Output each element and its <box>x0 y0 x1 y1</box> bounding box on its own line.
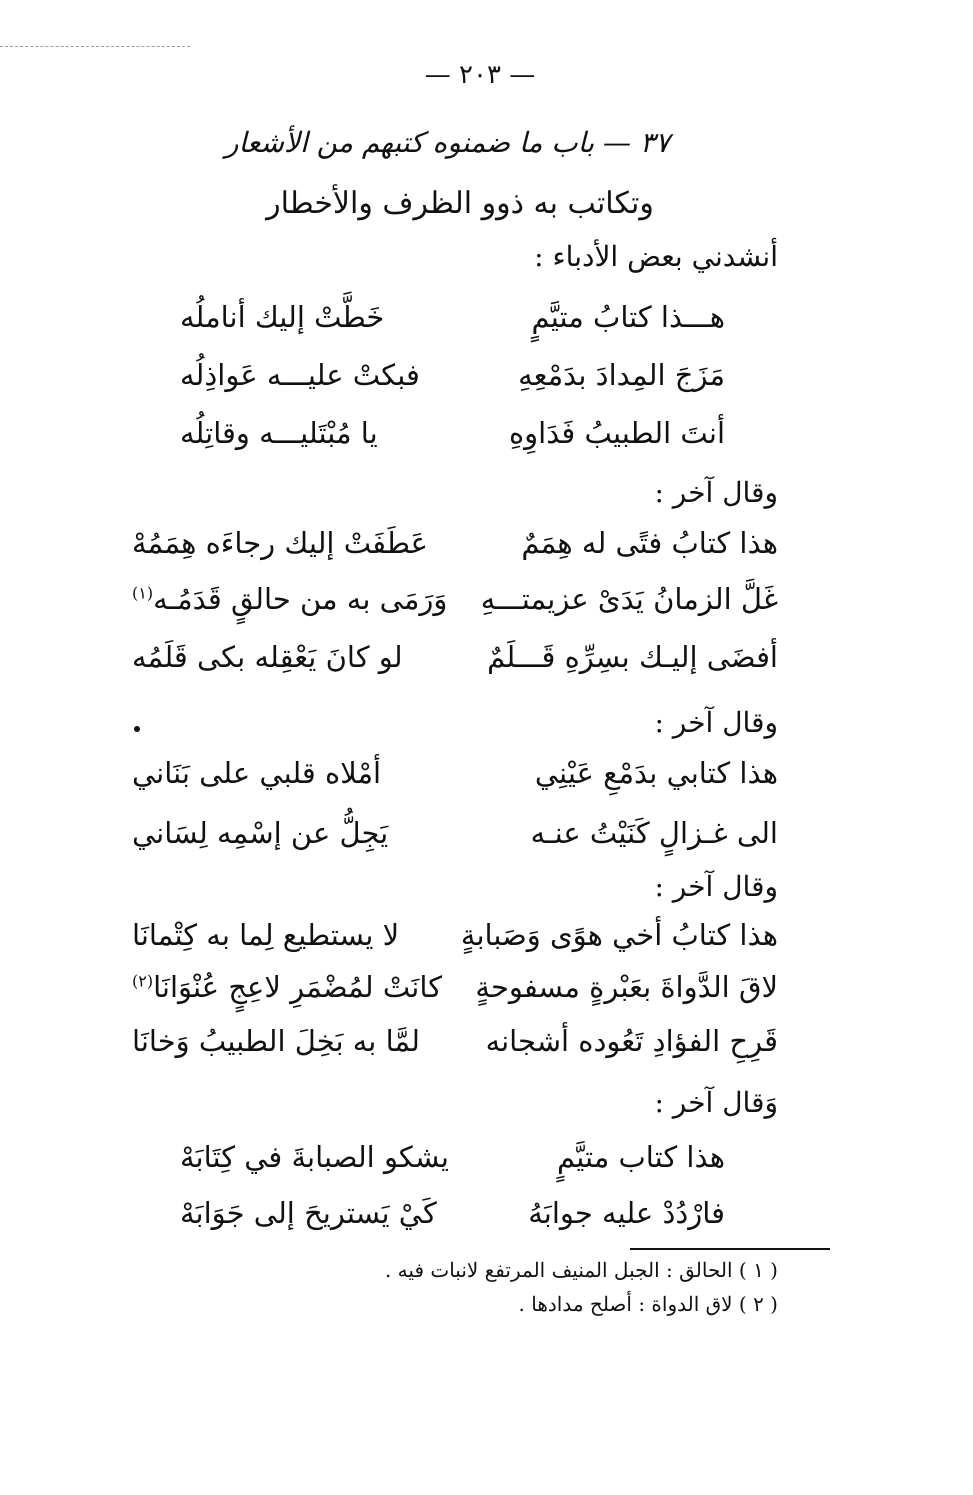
verse-second-hemistich: يشكو الصبابةَ في كِتَابَهْ <box>180 1140 449 1174</box>
verse-first-hemistich: فارْدُدْ عليه جوابَهُ <box>528 1196 725 1230</box>
verse-first-hemistich: مَزَجَ المِدادَ بدَمْعِهِ <box>518 358 725 392</box>
chapter-title: ٣٧ — باب ما ضمنوه كتبهم من الأشعار <box>225 126 670 159</box>
verse-line <box>180 416 725 462</box>
verse-second-hemistich: يا مُبْتَليـــه وقاتِلُه <box>180 416 378 450</box>
verse-second-hemistich: لو كانَ يَعْقِله بكى قَلَمُه <box>132 640 403 674</box>
verse-first-hemistich: هـــذا كتابُ متيَّمٍ <box>531 300 725 334</box>
verse-first-hemistich: قَرِحِ الفؤادِ تَعُوده أشجانه <box>485 1024 778 1058</box>
verse-second-hemistich: خَطَّتْ إليك أناملُه <box>180 300 385 334</box>
verse-second-hemistich: يَجِلُّ عن إسْمِه لِسَاني <box>132 816 389 850</box>
scan-edge-rule <box>0 46 190 47</box>
verse-first-hemistich: غَلَّ الزمانُ يَدَىْ عزيمتـــهِ <box>480 582 778 616</box>
verse-line <box>132 970 778 1016</box>
verse-second-hemistich: لا يستطيع لِما به كِتْمانَا <box>132 918 400 952</box>
verse-second-hemistich: فبكتْ عليـــه عَواذِلُه <box>180 358 420 392</box>
verse-text: وَرَمَى به من حالقٍ قَدَمُـه <box>153 582 448 616</box>
ink-dot <box>134 726 140 732</box>
verse-line <box>180 1140 725 1186</box>
footnote: ( ١ ) الحالق : الجبل المنيف المرتفع لانبات فيه . <box>384 1258 778 1282</box>
verse-first-hemistich: هذا كتابُ أخي هوًى وَصَبابةٍ <box>460 918 778 952</box>
verse-line <box>132 640 778 686</box>
poem-intro: وقال آخر : <box>654 706 778 739</box>
verse-first-hemistich: أفضَى إليـك بسِرِّهِ قَـــلَمٌ <box>487 640 778 674</box>
verse-first-hemistich: هذا كتابُ فتًى له هِمَمٌ <box>521 526 778 560</box>
footnote: ( ٢ ) لاق الدواة : أصلح مدادها . <box>518 1292 778 1316</box>
verse-line <box>132 918 778 964</box>
verse-line <box>132 816 778 862</box>
chapter-subtitle: وتكاتب به ذوو الظرف والأخطار <box>266 186 654 221</box>
verse-line <box>132 526 778 572</box>
verse-second-hemistich <box>132 582 447 616</box>
verse-first-hemistich: الى غـزالٍ كَنَيْتُ عنـه <box>530 816 778 850</box>
page-number: — ٢٠٣ — <box>424 60 536 90</box>
verse-second-hemistich: لمَّا به بَخِلَ الطبيبُ وَخانَا <box>132 1024 421 1058</box>
verse-second-hemistich: أمْلاه قلبي على بَنَاني <box>132 756 382 790</box>
verse-first-hemistich: أنتَ الطبيبُ فَدَاوِهِ <box>508 416 725 450</box>
verse-second-hemistich: كَيْ يَستريحَ إلى جَوَابَهْ <box>180 1196 437 1230</box>
poem-intro: وقال آخر : <box>654 870 778 903</box>
verse-line <box>132 582 778 628</box>
verse-first-hemistich: هذا كتاب متيَّمٍ <box>556 1140 725 1174</box>
verse-second-hemistich: عَطَفَتْ إليك رجاءَه هِمَمُهْ <box>132 526 428 560</box>
poem-intro: وقال آخر : <box>654 476 778 509</box>
footnote-marker: (٢) <box>132 971 154 991</box>
verse-line <box>180 358 725 404</box>
verse-line <box>132 756 778 802</box>
verse-second-hemistich <box>132 970 442 1004</box>
poem-intro: أنشدني بعض الأدباء : <box>534 240 778 273</box>
verse-first-hemistich: هذا كتابي بدَمْعِ عَيْنِي <box>534 756 778 790</box>
verse-line <box>180 300 725 346</box>
verse-text: كانَتْ لمُضْمَرِ لاعِجٍ عُنْوَانَا <box>153 970 443 1004</box>
verse-line <box>132 1024 778 1070</box>
poem-intro: وَقال آخر : <box>654 1086 778 1119</box>
footnote-marker: (١) <box>132 583 154 603</box>
verse-first-hemistich: لاقَ الدَّواةَ بعَبْرةٍ مسفوحةٍ <box>475 970 778 1004</box>
verse-line <box>180 1196 725 1242</box>
footnote-divider <box>630 1248 830 1250</box>
